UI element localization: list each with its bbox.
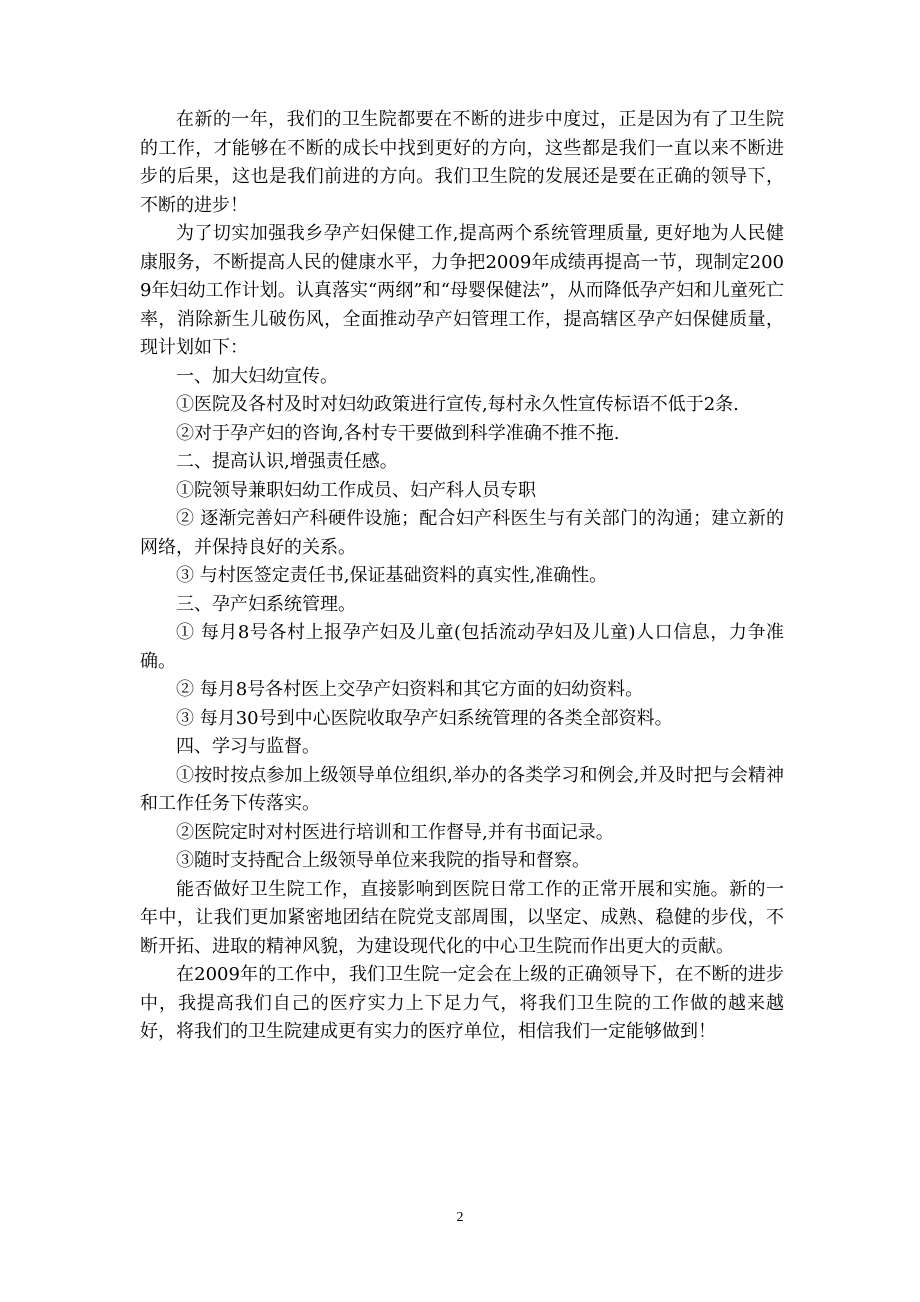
list-item: ③ 每月30号到中心医院收取孕产妇系统管理的各类全部资料。 bbox=[176, 707, 673, 729]
section-heading-1: 一、加大妇幼宣传。 bbox=[176, 365, 338, 387]
list-item: ② 逐渐完善妇产科硬件设施；配合妇产科医生与有关部门的沟通；建立新的网络，并保持良好的关系。 bbox=[140, 508, 784, 558]
paragraph-closing: 在2009年的工作中，我们卫生院一定会在上级的正确领导下，在不断的进步中，我提高我们自己的医疗实力上下足力气，将我们卫生院的工作做的越来越好，将我们的卫生院建成更有实力的医疗单位，相信我们一定能够做到！ bbox=[140, 964, 784, 1042]
list-item: ①按时按点参加上级领导单位组织,举办的各类学习和例会,并及时把与会精神和工作任务下传落实。 bbox=[140, 764, 784, 814]
list-item: ③ 与村医签定责任书,保证基础资料的真实性,准确性。 bbox=[176, 565, 608, 586]
paragraph-plan-overview: 为了切实加强我乡孕产妇保健工作,提高两个系统管理质量, 更好地为人民健康服务，不断提高人民的健康水平，力争把2009年成绩再提高一节，现制定2009年妇幼工作计划。认真落实“两纲”和“母婴保健法”，从而降低孕产妇和儿童死亡率，消除新生儿破伤风，全面推动孕产妇管理工作，提高辖区孕产妇保健质量，现计划如下： bbox=[140, 223, 784, 358]
list-item: ①院领导兼职妇幼工作成员、妇产科人员专职 bbox=[176, 479, 536, 501]
list-item: ②医院定时对村医进行培训和工作督导,并有书面记录。 bbox=[176, 821, 614, 843]
section-heading-4: 四、学习与监督。 bbox=[176, 736, 320, 757]
page-number: 2 bbox=[456, 1210, 464, 1225]
paragraph-intro: 在新的一年，我们的卫生院都要在不断的进步中度过，正是因为有了卫生院的工作，才能够在不断的成长中找到更好的方向，这些都是我们一直以来不断进步的后果，这也是我们前进的方向。我们卫生院的发展还是要在正确的领导下，不断的进步！ bbox=[140, 109, 784, 216]
list-item: ①医院及各村及时对妇幼政策进行宣传,每村永久性宣传标语不低于2条. bbox=[176, 394, 739, 415]
list-item: ②对于孕产妇的咨询,各村专干要做到科学准确不推不拖. bbox=[176, 422, 620, 444]
list-item: ② 每月8号各村医上交孕产妇资料和其它方面的妇幼资料。 bbox=[176, 679, 644, 700]
section-heading-2: 二、提高认识,增强责任感。 bbox=[176, 451, 398, 472]
list-item: ③随时支持配合上级领导单位来我院的指导和督察。 bbox=[176, 850, 590, 871]
section-heading-3: 三、孕产妇系统管理。 bbox=[176, 593, 356, 615]
paragraph-conclusion: 能否做好卫生院工作，直接影响到医院日常工作的正常开展和实施。新的一年中，让我们更加紧密地团结在院党支部周围，以坚定、成熟、稳健的步伐，不断开拓、进取的精神风貌，为建设现代化的中心卫生院而作出更大的贡献。 bbox=[140, 878, 784, 957]
document-body bbox=[140, 106, 784, 1047]
list-item: ① 每月8号各村上报孕产妇及儿童(包括流动孕妇及儿童)人口信息，力争准确。 bbox=[140, 622, 784, 672]
